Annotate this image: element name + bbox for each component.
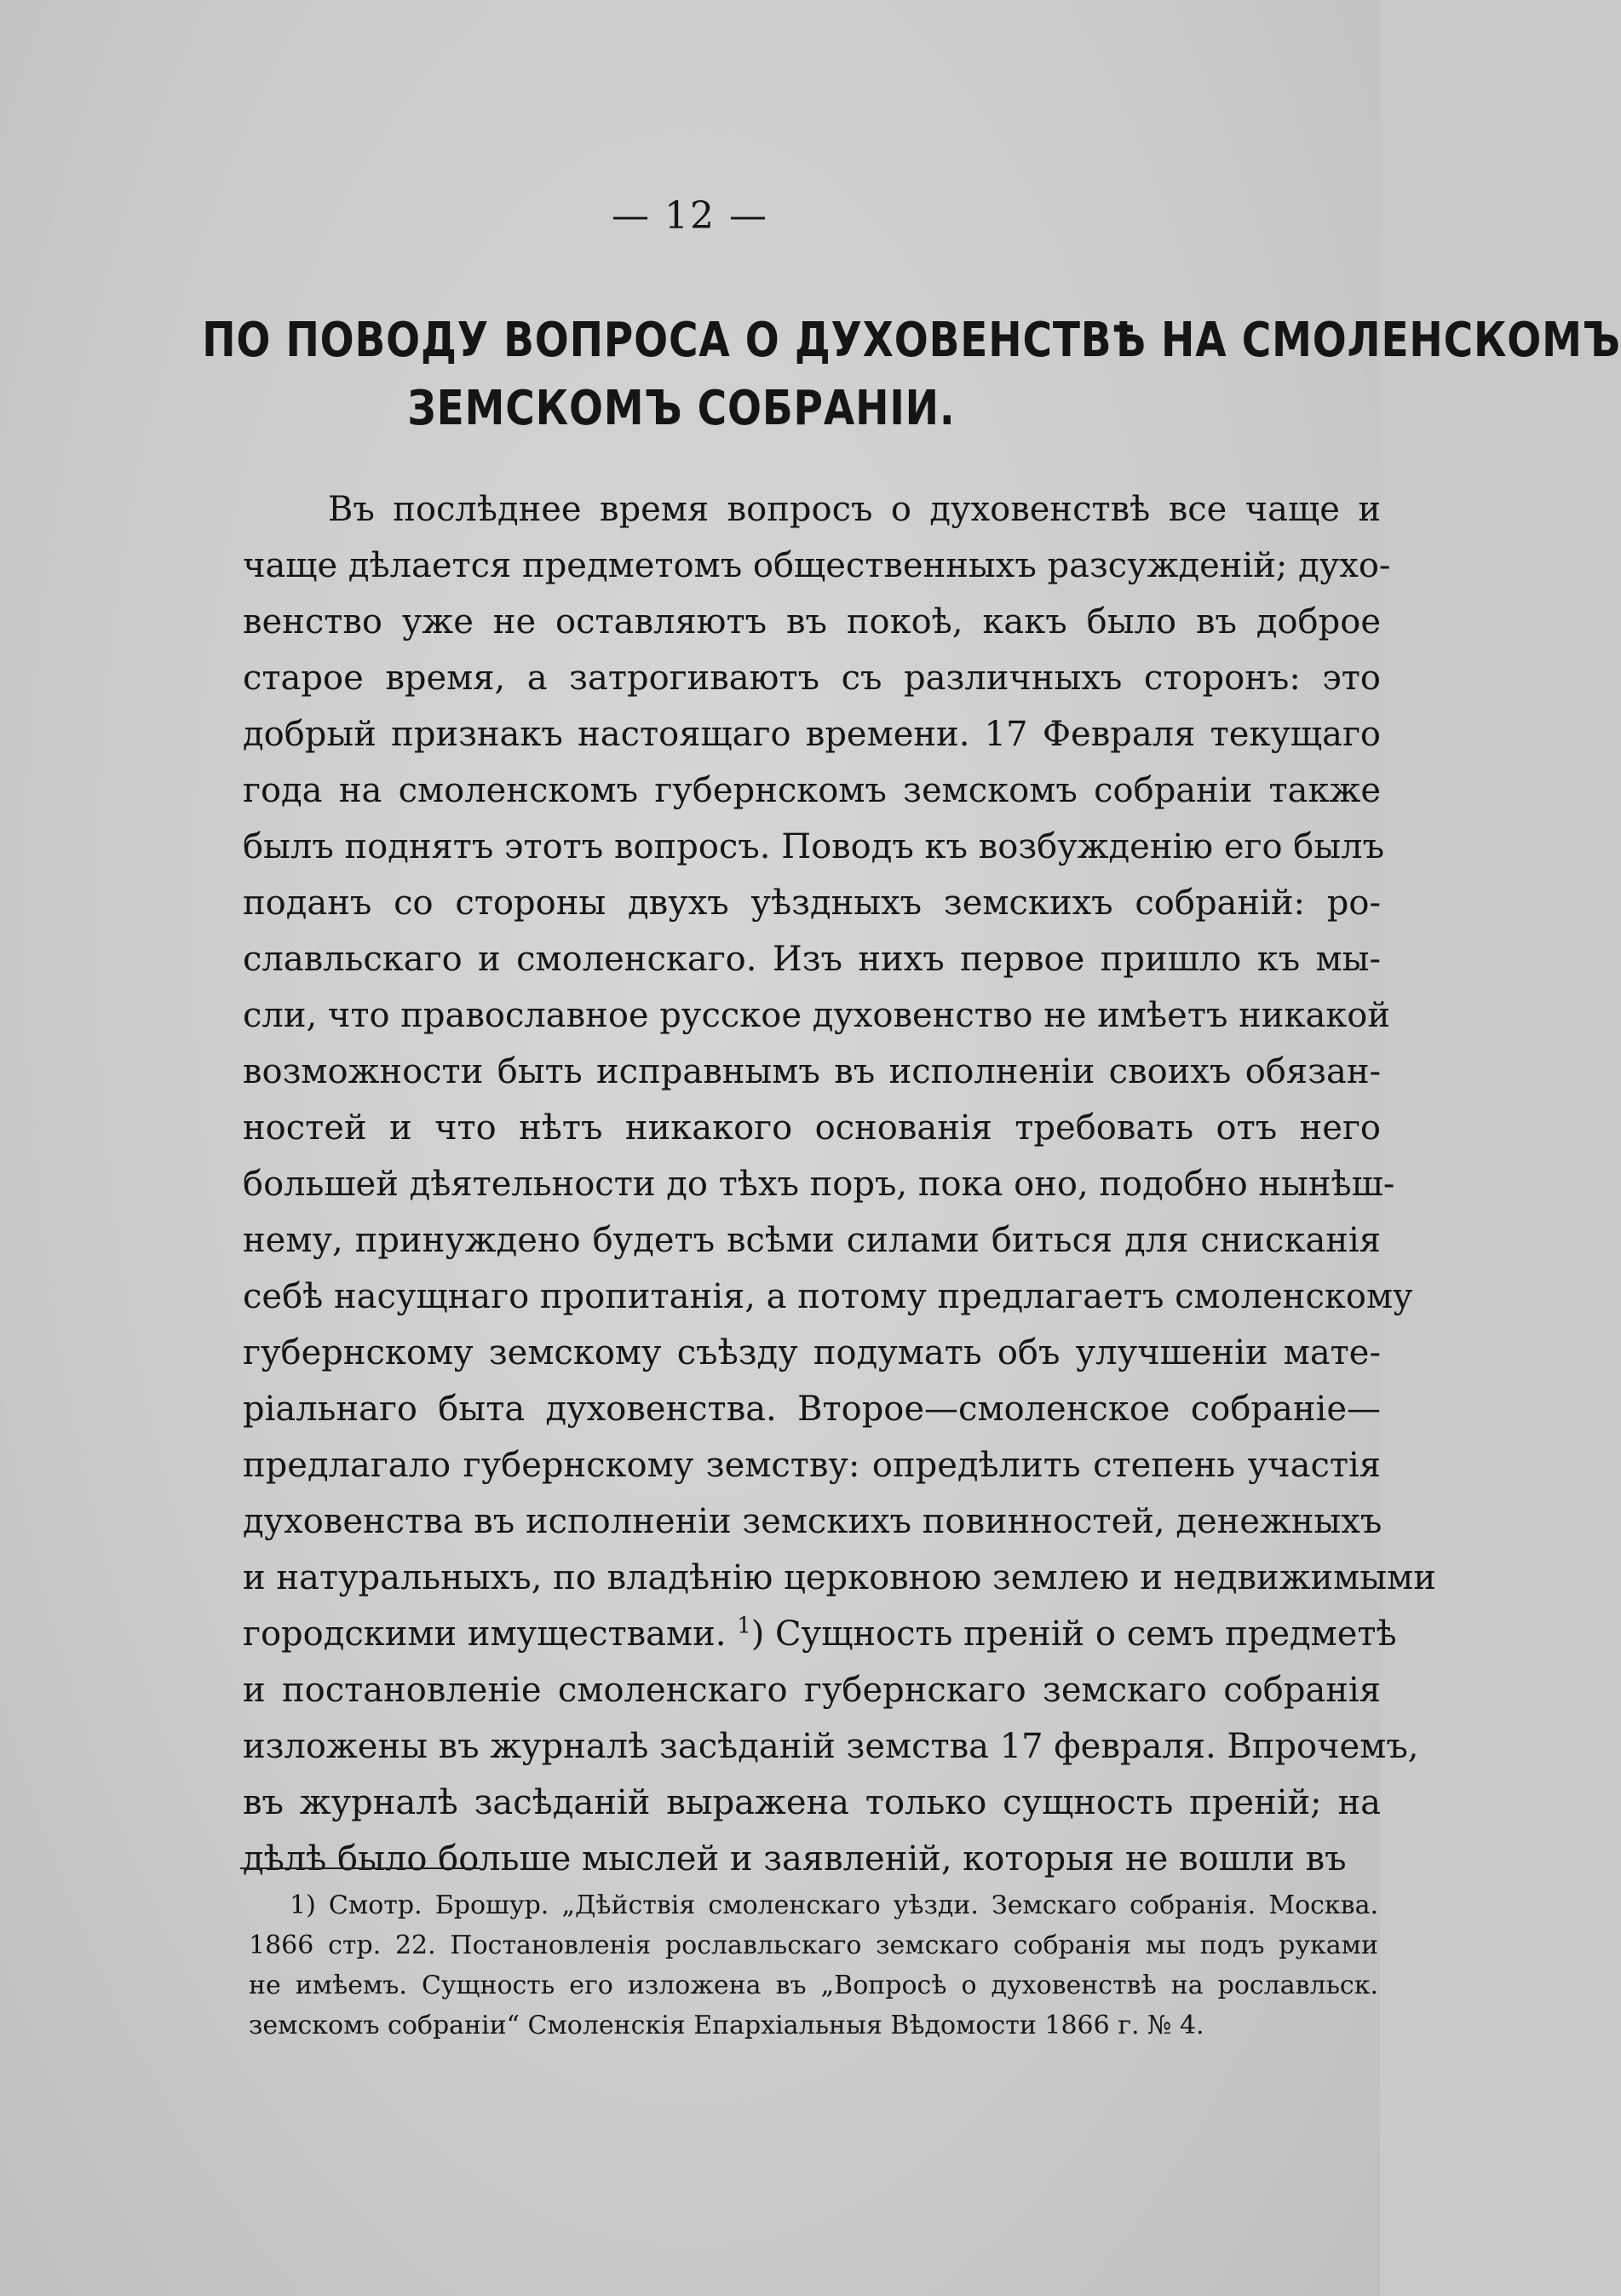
article-body — [243, 481, 1436, 1887]
footnote-divider — [240, 1867, 480, 1869]
footnote-line: не имѣемъ. Сущность его изложена въ „Вопросѣ о духовенствѣ на рославльск. — [249, 1971, 1378, 2000]
body-line: дѣлѣ было больше мыслей и заявленій, которыя не вошли въ — [243, 1839, 1347, 1879]
body-line: добрый признакъ настоящаго времени. 17 Февраля текущаго — [243, 715, 1381, 754]
body-line: чаще дѣлается предметомъ общественныхъ разсужденій; духо- — [243, 546, 1391, 585]
footnote-line: земскомъ собраніи“ Смоленскія Епархіальныя Вѣдомости 1866 г. № 4. — [249, 2011, 1204, 2040]
body-line: ріальнаго быта духовенства. Второе—смоленское собраніе— — [243, 1390, 1381, 1429]
body-line-text: городскими имуществами. — [243, 1614, 727, 1654]
body-line: изложены въ журналѣ засѣданій земства 17 февраля. Впрочемъ, — [243, 1727, 1419, 1766]
footnote-reference: 1 — [737, 1613, 751, 1639]
body-line: губернскому земскому съѣзду подумать объ улучшеніи мате- — [243, 1333, 1381, 1372]
footnote-line: 1) Смотр. Брошур. „Дѣйствія смоленскаго уѣзди. Земскаго собранія. Москва. — [290, 1890, 1378, 1920]
body-line-with-footnote-ref: городскими имуществами. $^1$) Сущность преній о семъ предметѣ — [243, 1613, 1397, 1654]
body-line: большей дѣятельности до тѣхъ поръ, пока оно, подобно нынѣш- — [243, 1165, 1395, 1204]
body-line: славльскаго и смоленскаго. Изъ нихъ первое пришло къ мы- — [243, 940, 1381, 979]
body-line: и постановленіе смоленскаго губернскаго земскаго собранія — [243, 1671, 1381, 1710]
body-line: ностей и что нѣтъ никакого основанія требовать отъ него — [243, 1108, 1381, 1148]
body-line: Въ послѣднее время вопросъ о духовенствѣ все чаще и — [328, 490, 1381, 529]
body-line: былъ поднятъ этотъ вопросъ. Поводъ къ возбужденію его былъ — [243, 827, 1385, 866]
body-line-text: Сущность преній о семъ предметѣ — [764, 1614, 1397, 1654]
body-line: и натуральныхъ, по владѣнію церковною землею и недвижимыми — [243, 1558, 1436, 1597]
body-line: возможности быть исправнымъ въ исполненіи своихъ обязан- — [243, 1052, 1381, 1091]
body-line: нему, принуждено будетъ всѣми силами биться для снисканія — [243, 1221, 1381, 1260]
body-line: года на смоленскомъ губернскомъ земскомъ собраніи также — [243, 771, 1381, 810]
title-line-2: ЗЕМСКОМЪ СОБРАНІИ. — [407, 381, 956, 436]
body-line: венство уже не оставляютъ въ покоѣ, какъ было въ доброе — [243, 602, 1381, 642]
title-line-1: ПО ПОВОДУ ВОПРОСА О ДУХОВЕНСТВѢ НА СМОЛЕНСКОМЪ — [202, 313, 1621, 368]
footnote-line: 1866 стр. 22. Постановленія рославльскаго земскаго собранія мы подъ руками — [249, 1931, 1378, 1960]
page-number: — 12 — — [612, 194, 768, 238]
body-line: сли, что православное русское духовенство не имѣетъ никакой — [243, 996, 1391, 1035]
body-line: въ журналѣ засѣданій выражена только сущность преній; на — [243, 1783, 1381, 1822]
body-line: старое время, а затрогиваютъ съ различныхъ сторонъ: это — [243, 659, 1381, 698]
body-line: себѣ насущнаго пропитанія, а потому предлагаетъ смоленскому — [243, 1277, 1413, 1316]
body-line: предлагало губернскому земству: опредѣлить степень участія — [243, 1446, 1381, 1485]
article-title — [202, 307, 1621, 443]
footnotes — [249, 1885, 1378, 2046]
body-line: поданъ со стороны двухъ уѣздныхъ земскихъ собраній: ро- — [243, 883, 1381, 923]
body-line: духовенства въ исполненіи земскихъ повинностей, денежныхъ — [243, 1502, 1382, 1541]
